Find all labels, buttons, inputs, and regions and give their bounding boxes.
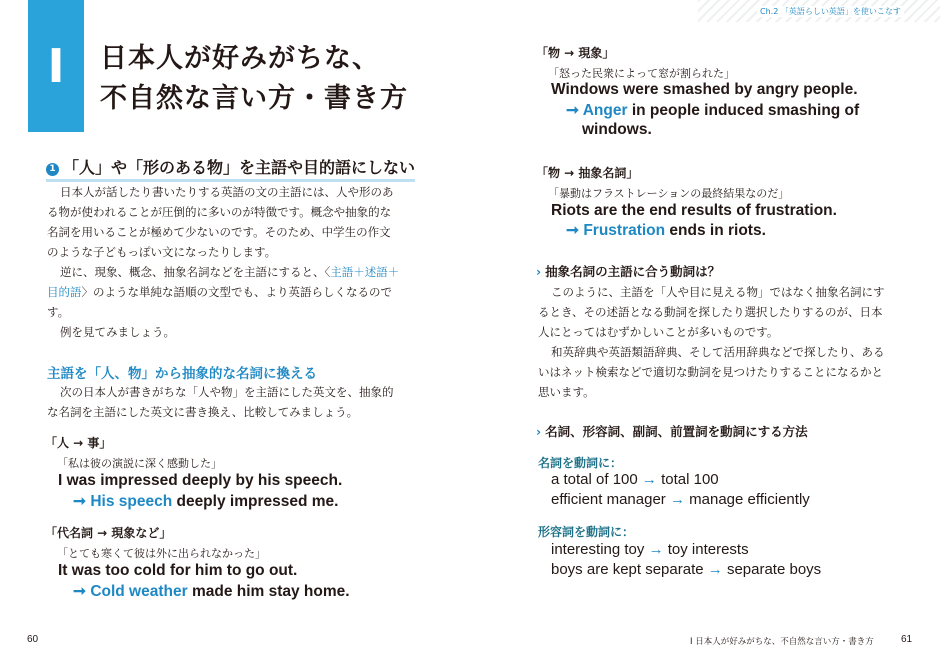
page-number-left: 60 <box>27 634 39 645</box>
arrow-icon: ➞ <box>566 102 579 119</box>
example-english: It was too cold for him to go out. <box>58 562 298 579</box>
intro-line: 目的語〉のような単純な語順の文型でも、より英語らしくなるので <box>47 285 392 299</box>
section-heading-text: 「人」や「形のある物」を主語や目的語にしない <box>63 158 416 177</box>
arrow-icon: ➞ <box>73 493 86 510</box>
conversion-example: efficient manager → manage efficiently <box>551 491 810 508</box>
verb-section-line: るとき、その述語となる動詞を探したり選択したりするのが、日本 <box>538 305 883 319</box>
example-japanese: 「怒った民衆によって窓が割られた」 <box>548 67 735 80</box>
page-title-line-1: 日本人が好みがちな、 <box>100 43 380 74</box>
method-section-heading: › 名詞、形容詞、副詞、前置詞を動詞にする方法 <box>536 424 808 439</box>
example-rewrite: ➞ His speech deeply impressed me. <box>73 493 339 510</box>
example-label: 「代名詞 → 現象など」 <box>45 526 172 540</box>
example-label: 「物 → 現象」 <box>536 46 615 60</box>
chapter-numeral: I <box>47 39 65 93</box>
arrow-icon: → <box>641 471 657 488</box>
rewrite-subject: Frustration <box>583 222 666 239</box>
section-number-badge: 1 <box>46 163 59 176</box>
example-japanese: 「私は彼の演説に深く感動した」 <box>57 457 222 470</box>
example-english: Windows were smashed by angry people. <box>551 81 858 98</box>
pattern-highlight: 目的語 <box>47 285 82 299</box>
verb-section-line: 人にとってはむずかしいことが多いものです。 <box>538 325 779 339</box>
rewrite-subject: Cold weather <box>90 583 188 600</box>
example-japanese: 「とても寒くて彼は外に出られなかった」 <box>57 547 266 560</box>
adjective-to-verb-label: 形容詞を動詞に： <box>538 525 635 539</box>
pattern-highlight: 主語＋述語＋ <box>330 265 400 279</box>
verb-section-line: 和英辞典や英語類語辞典、そして活用辞典などで探したり、ある <box>551 345 885 359</box>
noun-to-verb-label: 名詞を動詞に： <box>538 456 623 470</box>
rewrite-subject: Anger <box>582 102 628 119</box>
verb-section-heading: › 抽象名詞の主語に合う動詞は？ <box>536 264 721 279</box>
page-title-line-2: 不自然な言い方・書き方 <box>100 83 408 114</box>
rewrite-subject: His speech <box>90 493 173 510</box>
verb-section-line: 思います。 <box>538 385 595 399</box>
arrow-icon: → <box>648 541 664 558</box>
intro-line: 日本人が話したり書いたりする英語の文の主語には、人や形のあ <box>60 185 394 199</box>
example-english: Riots are the end results of frustration. <box>551 202 837 219</box>
page-number-right: 61 <box>901 634 913 645</box>
verb-section-line: いはネット検索などで適切な動詞を見つけたりすることになるかと <box>538 365 883 379</box>
example-rewrite-continued: windows. <box>582 121 652 138</box>
example-label: 「人 → 事」 <box>45 436 112 450</box>
conversion-example: interesting toy → toy interests <box>551 541 749 558</box>
arrow-icon: → <box>669 491 685 508</box>
arrow-icon: ➞ <box>73 583 86 600</box>
verb-section-line: このように、主語を「人や目に見える物」ではなく抽象名詞にす <box>551 285 885 299</box>
example-rewrite: ➞ Anger in people induced smashing of <box>566 102 860 119</box>
example-rewrite: ➞ Frustration ends in riots. <box>566 222 766 239</box>
intro-line: る物が使われることが圧倒的に多いのが特徴です。概念や抽象的な <box>47 205 392 219</box>
running-foot: Ⅰ 日本人が好みがちな、不自然な言い方・書き方 <box>690 637 874 647</box>
subsection-line: 次の日本人が書きがちな「人や物」を主語にした英文を、抽象的 <box>60 385 394 399</box>
chapter-number-block <box>28 0 84 132</box>
intro-line: 例を見てみましょう。 <box>60 325 175 339</box>
subsection-heading: 主語を「人、物」から抽象的な名詞に換える <box>47 366 317 382</box>
example-label: 「物 → 抽象名詞」 <box>536 166 639 180</box>
chevron-right-icon: › <box>536 264 542 279</box>
chevron-right-icon: › <box>536 424 542 439</box>
conversion-example: boys are kept separate → separate boys <box>551 561 822 578</box>
running-head: Ch.2 「英語らしい英語」を使いこなす <box>757 6 904 17</box>
example-japanese: 「暴動はフラストレーションの最終結果なのだ」 <box>548 187 790 200</box>
section-heading <box>46 155 415 182</box>
example-english: I was impressed deeply by his speech. <box>58 472 343 489</box>
arrow-icon: ➞ <box>566 222 579 239</box>
example-rewrite: ➞ Cold weather made him stay home. <box>73 583 350 600</box>
intro-line: 逆に、現象、概念、抽象名詞などを主語にすると、〈主語＋述語＋ <box>60 265 400 279</box>
intro-line: のような子どもっぽい文になったりします。 <box>47 245 277 259</box>
subsection-line: な名詞を主語にした英文に書き換え、比較してみましょう。 <box>47 405 359 419</box>
conversion-example: a total of 100 → total 100 <box>551 471 719 488</box>
arrow-icon: → <box>707 561 723 578</box>
intro-line: す。 <box>47 305 70 319</box>
intro-line: 名詞を用いることが極めて少ないのです。そのため、中学生の作文 <box>47 225 391 239</box>
